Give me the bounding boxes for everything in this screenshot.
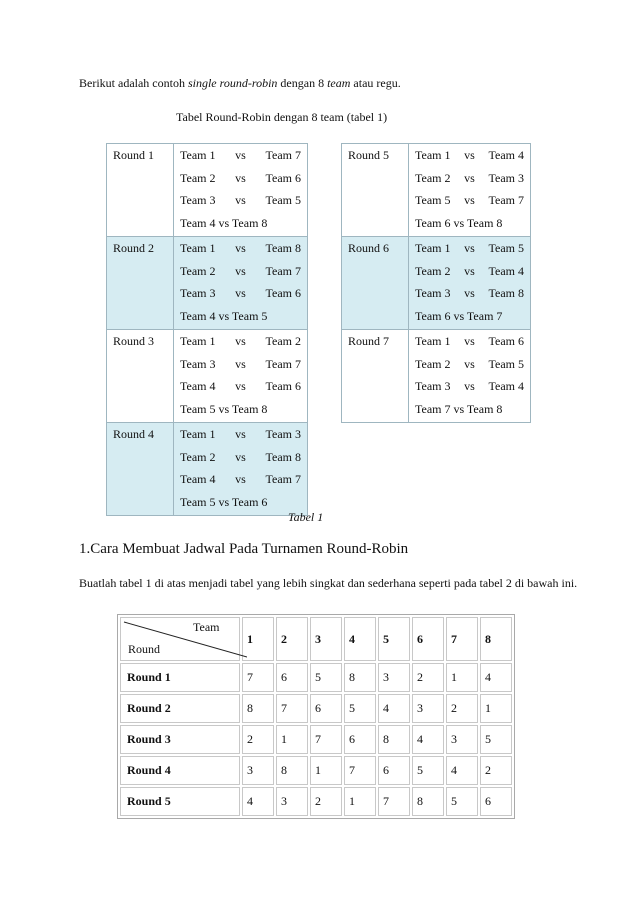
match-word: vs xyxy=(464,334,475,348)
match-line xyxy=(180,191,301,214)
schedule-cell: 1 xyxy=(480,694,512,723)
match-word: Team 2 xyxy=(180,449,216,464)
match-line-last: Team 6 vs Team 7 xyxy=(415,308,503,323)
match-word: Team 4 xyxy=(488,379,524,393)
intro-text: dengan 8 xyxy=(277,76,328,90)
match-word: vs xyxy=(235,356,246,371)
schedule-cell: 1 xyxy=(344,787,376,816)
schedule-row xyxy=(120,663,512,692)
round-label: Round 7 xyxy=(342,330,409,423)
team-header-cell: 6 xyxy=(412,617,444,661)
match-line xyxy=(415,332,524,355)
team-header-cell: 7 xyxy=(446,617,478,661)
match-word: Team 4 xyxy=(488,263,524,278)
intro-text: atau regu. xyxy=(350,76,401,90)
match-word: vs xyxy=(235,427,246,441)
schedule-round-label: Round 4 xyxy=(120,756,240,785)
schedule-cell: 3 xyxy=(378,663,410,692)
match-line xyxy=(415,169,524,192)
round-row xyxy=(107,423,308,516)
schedule-cell: 1 xyxy=(446,663,478,692)
match-word: Team 8 xyxy=(265,241,301,255)
round-label: Round 1 xyxy=(107,144,174,237)
match-word: Team 1 xyxy=(415,334,451,348)
table1-caption: Tabel Round-Robin dengan 8 team (tabel 1) xyxy=(176,110,388,124)
team-header-cell: 2 xyxy=(276,617,308,661)
match-word: Team 7 xyxy=(265,472,301,486)
match-word: vs xyxy=(464,241,475,255)
schedule-cell: 5 xyxy=(412,756,444,785)
match-word: vs xyxy=(464,263,475,278)
match-word: Team 6 xyxy=(265,170,301,185)
team-header-cell: 5 xyxy=(378,617,410,661)
round-label: Round 4 xyxy=(107,423,174,516)
match-word: Team 1 xyxy=(180,334,216,348)
match-word: Team 5 xyxy=(265,193,301,207)
match-line xyxy=(180,169,301,192)
schedule-cell: 1 xyxy=(310,756,342,785)
match-line xyxy=(180,448,301,471)
match-word: vs xyxy=(235,472,246,486)
round-label: Round 2 xyxy=(107,237,174,330)
match-word: Team 1 xyxy=(415,148,451,162)
match-word: Team 2 xyxy=(180,170,216,185)
match-word: Team 3 xyxy=(415,379,451,393)
match-word: Team 6 xyxy=(488,334,524,348)
schedule-cell: 6 xyxy=(344,725,376,754)
match-line xyxy=(415,262,524,285)
schedule-cell: 5 xyxy=(310,663,342,692)
round-row xyxy=(342,330,531,423)
match-word: Team 3 xyxy=(265,427,301,441)
round-row xyxy=(107,330,308,423)
schedule-cell: 8 xyxy=(378,725,410,754)
team-header-cell: 8 xyxy=(480,617,512,661)
schedule-cell: 2 xyxy=(480,756,512,785)
schedule-cell: 5 xyxy=(480,725,512,754)
round-matches xyxy=(174,330,308,423)
match-word: Team 5 xyxy=(415,193,451,207)
round-row xyxy=(342,144,531,237)
round-robin-table-left xyxy=(106,143,308,516)
schedule-table xyxy=(117,614,515,819)
schedule-header-row xyxy=(120,617,512,661)
match-word: vs xyxy=(464,379,475,393)
schedule-row xyxy=(120,787,512,816)
schedule-cell: 1 xyxy=(276,725,308,754)
match-word: Team 2 xyxy=(415,356,451,371)
match-word: vs xyxy=(235,148,246,162)
match-word: Team 1 xyxy=(415,241,451,255)
team-header-cell: 4 xyxy=(344,617,376,661)
schedule-corner-cell xyxy=(120,617,240,661)
match-word: Team 7 xyxy=(488,193,524,207)
match-line xyxy=(180,146,301,169)
match-word: vs xyxy=(235,334,246,348)
match-word: Team 2 xyxy=(415,170,451,185)
schedule-cell: 4 xyxy=(242,787,274,816)
schedule-cell: 6 xyxy=(480,787,512,816)
schedule-row xyxy=(120,694,512,723)
schedule-cell: 7 xyxy=(276,694,308,723)
match-word: vs xyxy=(464,193,475,207)
match-word: vs xyxy=(235,263,246,278)
match-line xyxy=(180,284,301,307)
round-label: Round 3 xyxy=(107,330,174,423)
match-line-last: Team 5 vs Team 8 xyxy=(180,401,268,416)
round-label: Round 6 xyxy=(342,237,409,330)
schedule-cell: 6 xyxy=(276,663,308,692)
match-word: Team 8 xyxy=(265,449,301,464)
round-matches xyxy=(409,237,531,330)
intro-emphasis-team: team xyxy=(327,76,351,90)
match-word: vs xyxy=(235,379,246,393)
round-row xyxy=(107,237,308,330)
round-label: Round 5 xyxy=(342,144,409,237)
match-word: Team 3 xyxy=(180,193,216,207)
match-line-last: Team 7 vs Team 8 xyxy=(415,401,503,416)
schedule-cell: 4 xyxy=(378,694,410,723)
match-line xyxy=(180,262,301,285)
schedule-row xyxy=(120,725,512,754)
intro-text: Berikut adalah contoh xyxy=(79,76,188,90)
match-line xyxy=(180,332,301,355)
match-word: Team 2 xyxy=(415,263,451,278)
match-word: Team 7 xyxy=(265,148,301,162)
round-row xyxy=(342,237,531,330)
match-word: Team 1 xyxy=(180,241,216,255)
round-matches xyxy=(174,423,308,516)
round-robin-table-right xyxy=(341,143,531,423)
team-header-cell: 3 xyxy=(310,617,342,661)
match-word: Team 3 xyxy=(415,286,451,300)
schedule-cell: 8 xyxy=(412,787,444,816)
schedule-cell: 7 xyxy=(344,756,376,785)
match-line xyxy=(180,239,301,262)
match-line xyxy=(415,377,524,400)
schedule-cell: 6 xyxy=(310,694,342,723)
match-word: vs xyxy=(235,241,246,255)
match-word: vs xyxy=(464,170,475,185)
match-word: Team 8 xyxy=(488,286,524,300)
match-word: Team 4 xyxy=(488,148,524,162)
intro-sentence xyxy=(79,76,401,91)
schedule-cell: 4 xyxy=(446,756,478,785)
schedule-cell: 3 xyxy=(412,694,444,723)
schedule-round-label: Round 2 xyxy=(120,694,240,723)
match-word: Team 4 xyxy=(180,472,216,486)
corner-team-label: Team xyxy=(193,620,220,634)
schedule-cell: 5 xyxy=(344,694,376,723)
schedule-cell: 3 xyxy=(242,756,274,785)
match-word: Team 2 xyxy=(265,334,301,348)
match-line xyxy=(415,191,524,214)
round-matches xyxy=(409,330,531,423)
schedule-cell: 7 xyxy=(378,787,410,816)
match-line xyxy=(415,146,524,169)
round-matches xyxy=(409,144,531,237)
schedule-cell: 2 xyxy=(310,787,342,816)
corner-round-label: Round xyxy=(128,642,161,656)
schedule-round-label: Round 3 xyxy=(120,725,240,754)
schedule-cell: 8 xyxy=(276,756,308,785)
schedule-cell: 7 xyxy=(310,725,342,754)
schedule-cell: 4 xyxy=(480,663,512,692)
schedule-cell: 8 xyxy=(344,663,376,692)
round-matches xyxy=(174,237,308,330)
schedule-cell: 5 xyxy=(446,787,478,816)
match-word: vs xyxy=(464,286,475,300)
match-word: Team 1 xyxy=(180,427,216,441)
match-word: vs xyxy=(235,170,246,185)
instruction-paragraph: Buatlah tabel 1 di atas menjadi tabel yang lebih singkat dan sederhana seperti pada tabel 2 di bawah ini. xyxy=(79,576,578,590)
schedule-cell: 2 xyxy=(242,725,274,754)
match-word: vs xyxy=(464,356,475,371)
round-row xyxy=(107,144,308,237)
match-word: vs xyxy=(235,449,246,464)
match-word: Team 3 xyxy=(180,356,216,371)
match-line xyxy=(180,425,301,448)
match-word: Team 3 xyxy=(180,286,216,300)
match-line-last: Team 4 vs Team 5 xyxy=(180,308,268,323)
match-word: Team 7 xyxy=(265,356,301,371)
schedule-round-label: Round 5 xyxy=(120,787,240,816)
match-word: Team 1 xyxy=(180,148,216,162)
match-line xyxy=(180,470,301,493)
match-word: vs xyxy=(235,286,246,300)
section-heading: 1.Cara Membuat Jadwal Pada Turnamen Round-Robin xyxy=(79,541,409,557)
schedule-cell: 4 xyxy=(412,725,444,754)
match-word: vs xyxy=(235,193,246,207)
intro-emphasis-round-robin: single round-robin xyxy=(187,76,278,90)
schedule-round-label: Round 1 xyxy=(120,663,240,692)
schedule-cell: 7 xyxy=(242,663,274,692)
schedule-cell: 2 xyxy=(412,663,444,692)
match-word: Team 2 xyxy=(180,263,216,278)
table1-footer-caption: Tabel 1 xyxy=(288,510,324,524)
match-word: Team 5 xyxy=(488,241,524,255)
round-matches xyxy=(174,144,308,237)
schedule-cell: 8 xyxy=(242,694,274,723)
match-line-last: Team 6 vs Team 8 xyxy=(415,215,503,230)
match-word: Team 4 xyxy=(180,379,216,393)
match-line-last: Team 5 vs Team 6 xyxy=(180,494,268,509)
match-word: Team 5 xyxy=(488,356,524,371)
schedule-cell: 3 xyxy=(276,787,308,816)
schedule-cell: 6 xyxy=(378,756,410,785)
match-line xyxy=(180,377,301,400)
match-word: Team 6 xyxy=(265,379,301,393)
match-word: Team 6 xyxy=(265,286,301,300)
match-word: vs xyxy=(464,148,475,162)
match-line xyxy=(415,284,524,307)
schedule-row xyxy=(120,756,512,785)
match-line xyxy=(415,355,524,378)
match-word: Team 7 xyxy=(265,263,301,278)
team-header-cell: 1 xyxy=(242,617,274,661)
schedule-cell: 2 xyxy=(446,694,478,723)
match-word: Team 3 xyxy=(488,170,524,185)
match-line xyxy=(415,239,524,262)
match-line xyxy=(180,355,301,378)
schedule-cell: 3 xyxy=(446,725,478,754)
match-line-last: Team 4 vs Team 8 xyxy=(180,215,268,230)
